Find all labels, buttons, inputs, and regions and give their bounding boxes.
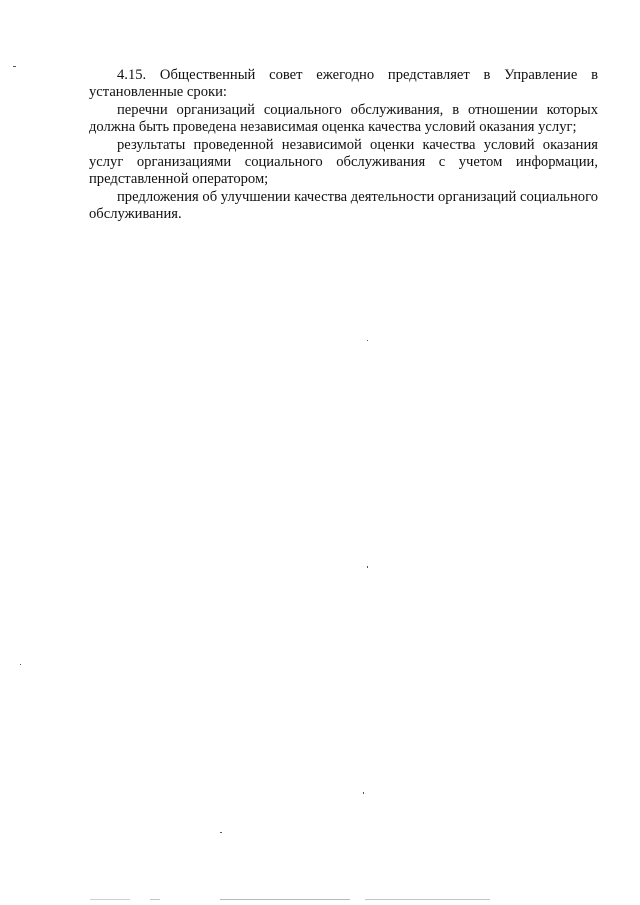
scan-speck [13, 66, 16, 67]
scan-bottom-edge [90, 899, 490, 900]
paragraph-4-15: 4.15. Общественный совет ежегодно представляет в Управление в установленные сроки: [89, 67, 598, 101]
scan-speck [367, 566, 368, 568]
scan-speck [220, 832, 222, 833]
paragraph-list-item-organizations: перечни организаций социального обслуживания, в отношении которых должна быть проведена независимая оценка качества условий оказания услуг; [89, 101, 598, 136]
paragraph-list-item-proposals: предложения об улучшении качества деятельности организаций социального обслуживания. [89, 188, 598, 223]
scan-speck [20, 664, 21, 665]
document-body [89, 67, 598, 224]
paragraph-list-item-results: результаты проведенной независимой оценки качества условий оказания услуг организациями социального обслуживания с учетом информации, представленной оператором; [89, 136, 598, 188]
scan-speck [367, 340, 368, 341]
scan-speck [363, 792, 364, 794]
